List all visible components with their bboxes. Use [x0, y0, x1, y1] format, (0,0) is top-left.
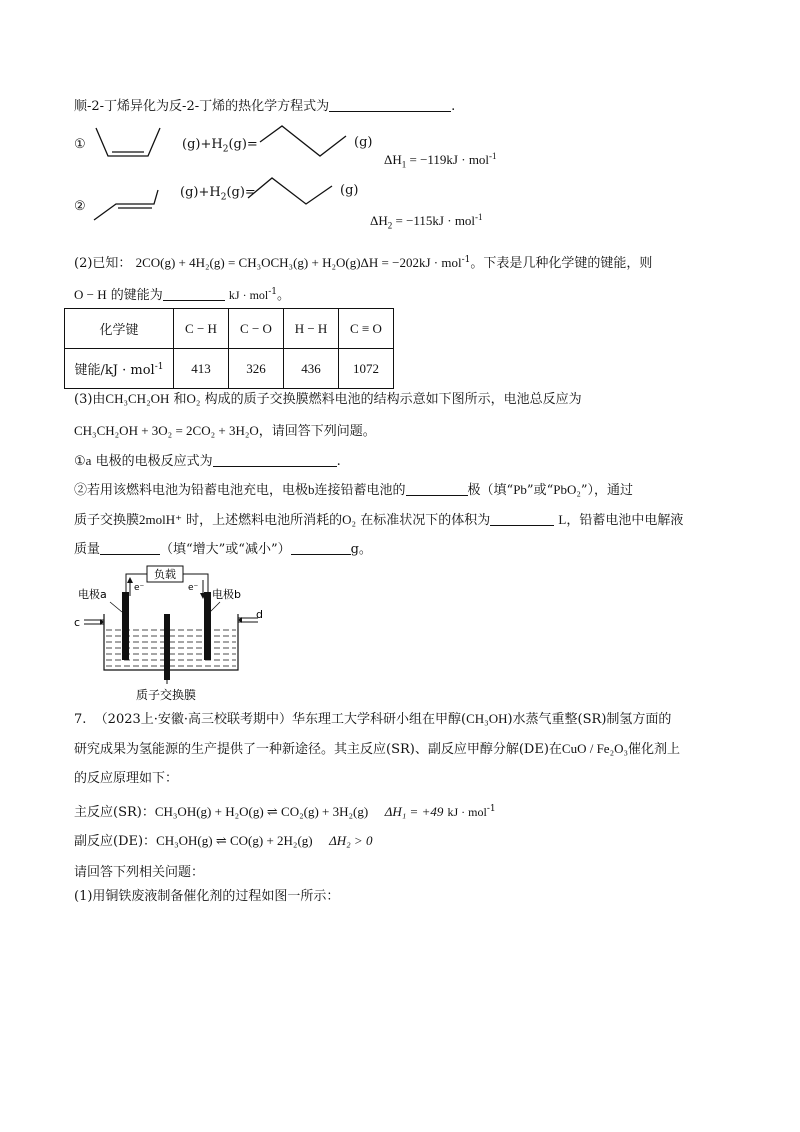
p3-c: 构成的质子交换膜燃料电池的结构示意如下图所示，电池总反应为	[204, 392, 582, 407]
leader-b	[210, 602, 220, 612]
main-equation: CH₃OH(g) + H₂O(g) ⇌ CO₂(g) + 3H₂(g)	[154, 804, 369, 819]
p3-q2-pb: Pb	[513, 482, 527, 497]
answer-blank-4[interactable]	[406, 482, 468, 496]
part3-q2-line1	[74, 481, 633, 500]
p2-exp: -1	[461, 255, 471, 265]
row-label-exp: -1	[154, 362, 164, 372]
cis-2-butene-structure	[92, 124, 164, 164]
dh1-exp: -1	[489, 151, 497, 161]
q7-number: 7.	[74, 712, 87, 727]
proton-exchange-membrane	[164, 614, 170, 680]
main-unit: kJ · mol	[447, 805, 487, 819]
p2-oh: O − H	[74, 287, 107, 302]
dh2-exp: -1	[475, 212, 483, 222]
p2-unit-exp: -1	[268, 287, 278, 297]
eq2-reactants	[180, 184, 256, 207]
electron-label-left: e⁻	[134, 583, 145, 593]
q7-side-reaction	[74, 832, 372, 851]
p3-q2-m: ，铅蓄电池中电解液	[566, 513, 684, 528]
q6-intro-text: 顺-2-丁烯异化为反-2-丁烯的热化学方程式为	[74, 99, 330, 114]
eq2-mid2: (g)=	[226, 185, 256, 200]
p3-q2-b: b	[308, 482, 315, 497]
p3-equation: CH₃CH₂OH + 3O₂ = 2CO₂ + 3H₂O	[74, 423, 259, 438]
table-cell: 326	[229, 349, 284, 389]
answer-blank-2[interactable]	[163, 287, 225, 301]
p3-q2-l: L	[558, 512, 567, 527]
p3-q2-o: （填“增大”或“减小”）	[160, 542, 291, 557]
q7-main-reaction	[74, 800, 496, 822]
table-cell: H − H	[284, 309, 339, 349]
leader-a	[110, 602, 122, 612]
p3-q2-i: 时，上述燃料电池所消耗的	[186, 513, 343, 528]
dh1-sub: 1	[401, 159, 407, 170]
eq1-sub: 2	[222, 144, 229, 155]
p2-end: 。	[277, 288, 291, 303]
eq1-mid2: (g)=	[228, 137, 258, 152]
q7-sub1: (1)用铜铁废液制备催化剂的过程如图一所示：	[74, 889, 340, 904]
q7-ask: 请回答下列相关问题：	[74, 865, 205, 880]
q6-intro-line	[74, 98, 455, 116]
q7-t1: 华东理工大学科研小组在甲醇(	[292, 712, 467, 727]
eq2-sub: 2	[220, 192, 227, 203]
q7-t2b: 催化剂上	[628, 742, 681, 757]
inlet-d-label: d	[256, 608, 263, 621]
inlet-c-label: c	[74, 616, 81, 629]
p3-q2-e: ”或“	[526, 483, 554, 498]
membrane-label: 质子交换膜	[135, 688, 197, 702]
eq1-product-state: (g)	[354, 135, 373, 150]
delta-h1	[384, 147, 497, 174]
load-label: 负载	[154, 568, 176, 581]
q7-catalyst: CuO / Fe₂O₃	[561, 741, 629, 756]
p2-unit: kJ · mol	[228, 288, 269, 302]
side-label: 副反应(DE)：	[74, 834, 157, 849]
p3-oxygen: O₂	[186, 391, 201, 406]
p3-q2-n: 质量	[74, 542, 101, 557]
p3-q2-g: 质子交换膜	[74, 513, 140, 528]
eq1-marker: ①	[74, 137, 86, 152]
table-row-label	[65, 349, 174, 389]
eq1-reactants	[182, 136, 258, 159]
table-row	[65, 349, 394, 389]
p3-ethanol: CH₃CH₂OH	[105, 391, 170, 406]
part3-line2	[74, 422, 376, 441]
side-equation: CH₃OH(g) ⇌ CO(g) + 2H₂(g)	[156, 833, 313, 848]
eq2-product-state: (g)	[340, 183, 359, 198]
electrode-b	[204, 592, 211, 660]
fuel-cell-diagram	[70, 562, 280, 707]
bond-energy-table	[64, 308, 394, 389]
p3-a: (3)由	[74, 392, 106, 407]
p3-q2-d: 极（填“	[467, 483, 514, 498]
q7-source: （2023上·安徽·高三校联考期中）	[94, 712, 293, 727]
q6-intro-end: .	[451, 99, 456, 114]
part3-q2-line2	[74, 511, 683, 530]
answer-blank-3[interactable]	[213, 453, 337, 467]
eq1-mid: (g)+H	[182, 137, 223, 152]
part3-q2-line3	[74, 541, 372, 559]
q7-t2a: 研究成果为氢能源的生产提供了一种新途径。其主反应(SR)、副反应甲醇分解(DE)在	[74, 742, 562, 757]
main-dh: ΔH₁ = +49	[384, 804, 444, 819]
p3-q1-c: 电极的电极反应式为	[95, 454, 213, 469]
table-header-row	[65, 309, 394, 349]
trans-2-butene-structure	[92, 186, 164, 226]
p3-q1-end: .	[336, 454, 341, 469]
table-cell: 1072	[339, 349, 394, 389]
p3-q2-k: 在标准状况下的体积为	[360, 513, 491, 528]
answer-blank-1[interactable]	[329, 98, 451, 112]
table-cell: 413	[174, 349, 229, 389]
p2-b: 。下表是几种化学键的键能，则	[470, 256, 653, 271]
p3-q2-a: ②若用该燃料电池为铅蓄电池充电，电极	[74, 483, 309, 498]
delta-h2	[370, 208, 483, 235]
q7-t1b: )水蒸气重整(SR)制氢方面的	[507, 712, 672, 727]
q7-methanol: CH₃OH	[466, 711, 508, 726]
electrode-b-label: 电极b	[212, 588, 241, 601]
p3-q2-pbo2: PbO₂	[553, 482, 581, 497]
part2-line1	[74, 251, 652, 273]
part3-q1	[74, 452, 341, 471]
p3-q2-p: g。	[350, 542, 372, 557]
table-cell: 436	[284, 349, 339, 389]
q7-line1	[74, 710, 671, 729]
p3-q1-b: a	[85, 453, 92, 468]
p3-d: ，请回答下列问题。	[258, 424, 376, 439]
p3-b: 和	[173, 392, 187, 407]
answer-blank-5[interactable]	[490, 512, 554, 526]
part3-line1	[74, 390, 582, 409]
electrode-a	[122, 592, 129, 660]
dh2-sub: 2	[387, 220, 393, 231]
table-cell: C − H	[174, 309, 229, 349]
part2-line2	[74, 283, 290, 305]
dh2-val: = −115kJ · mol	[395, 213, 476, 228]
table-cell: C − O	[229, 309, 284, 349]
side-dh: ΔH₂ > 0	[329, 833, 373, 848]
dh1-val: = −119kJ · mol	[409, 152, 490, 167]
row-label-text: 键能/kJ · mol	[74, 363, 155, 378]
main-label: 主反应(SR)：	[74, 805, 155, 820]
p3-q2-f: ”），通过	[580, 483, 634, 498]
p3-q2-h: 2molH⁺	[139, 512, 182, 527]
answer-blank-7[interactable]	[291, 541, 351, 555]
butane-structure-2	[246, 172, 338, 212]
p2-equation: 2CO(g) + 4H₂(g) = CH₃OCH₃(g) + H₂O(g)ΔH = −202kJ · mol	[135, 255, 462, 270]
electron-label-right: e⁻	[188, 583, 199, 593]
eq2-mid: (g)+H	[180, 185, 221, 200]
eq2-marker: ②	[74, 199, 86, 214]
p3-q2-c: 连接铅蓄电池的	[314, 483, 406, 498]
p2-d: 的键能为	[110, 288, 163, 303]
dh1-sym: ΔH	[384, 152, 402, 167]
butane-structure-1	[258, 120, 350, 160]
table-cell: C ≡ O	[339, 309, 394, 349]
p2-a: (2)已知：	[74, 256, 132, 271]
electrode-a-label: 电极a	[78, 588, 107, 601]
main-exp: -1	[486, 804, 496, 814]
dh2-sym: ΔH	[370, 213, 388, 228]
table-cell: 化学键	[65, 309, 174, 349]
arrow-up-head	[127, 577, 133, 583]
p3-q2-j: O₂	[342, 512, 357, 527]
p3-q1-a: ①	[74, 454, 86, 469]
q7-line3: 的反应原理如下：	[74, 771, 179, 786]
q7-line2	[74, 740, 680, 759]
answer-blank-6[interactable]	[100, 541, 160, 555]
